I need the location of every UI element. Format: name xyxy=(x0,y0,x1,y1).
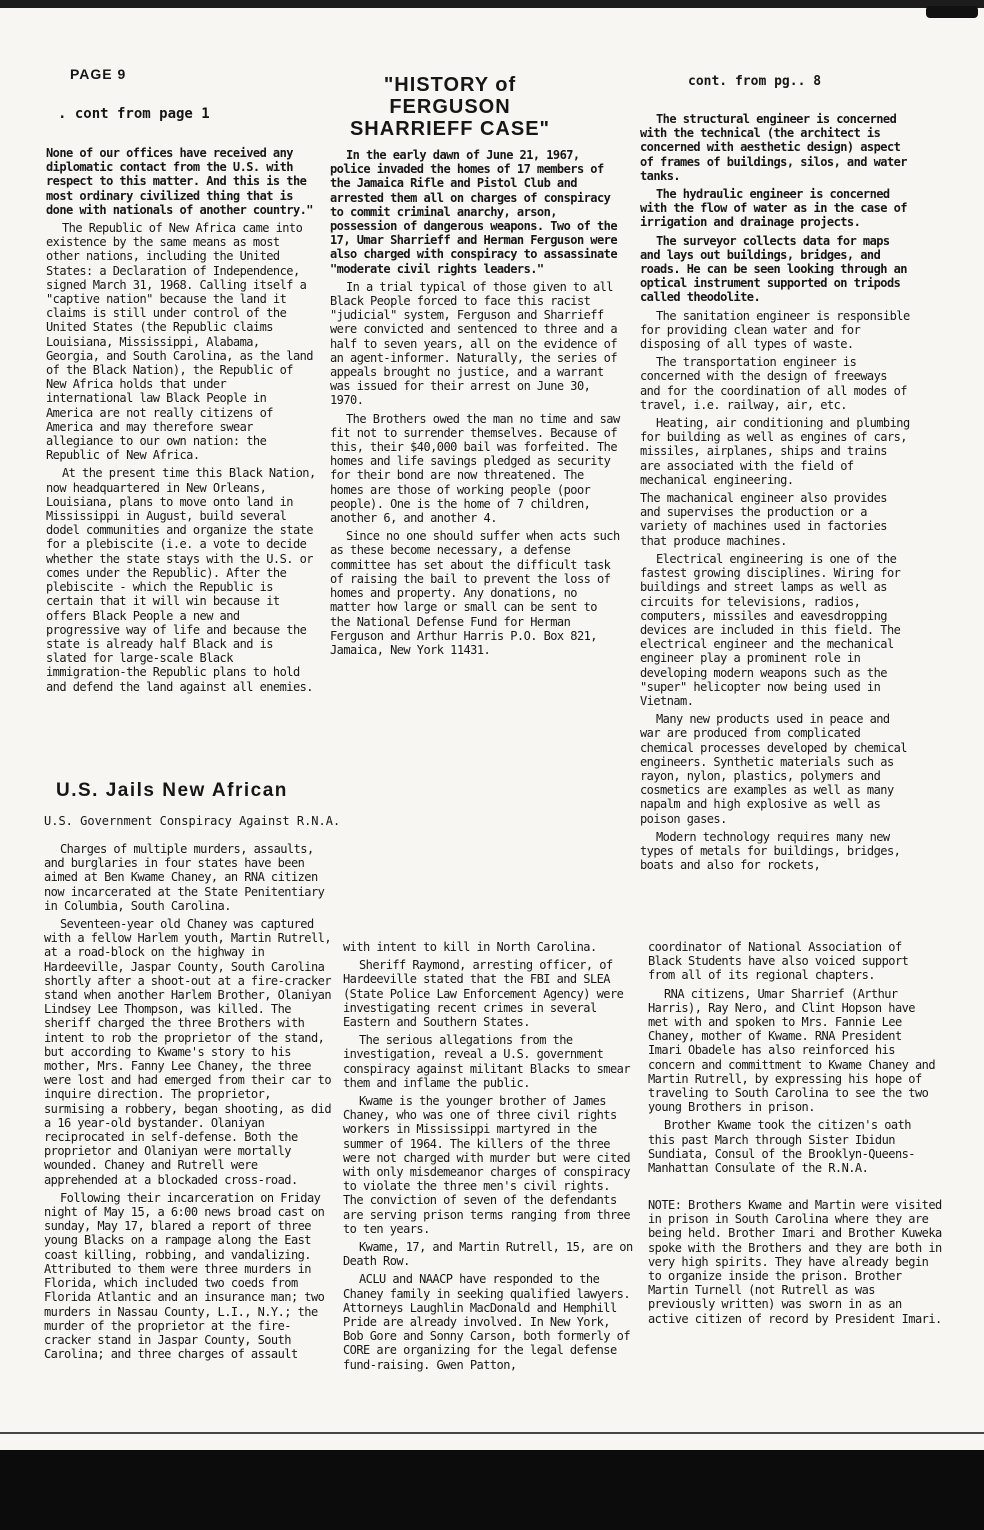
page-number: PAGE 9 xyxy=(70,66,127,82)
paragraph: The structural engineer is concerned with the technical (the architect is concerned with aesthetic design) aspect of frames of buildings, silos, and water tanks. xyxy=(640,112,907,183)
paragraph: ACLU and NAACP have responded to the Chaney family in seeking qualified lawyers. Attorneys Laughlin MacDonald and Hemphill Pride are already involved. In New York, Bob Gore and Sonny Carson, both formerly of CORE are organizing for the legal defense fund-raising. Gwen Patton, xyxy=(343,1272,631,1372)
column-3 xyxy=(640,112,910,876)
paragraph: In the early dawn of June 21, 1967, police invaded the homes of 17 members of the Jamaica Rifle and Pistol Club and arrested them all on charges of conspiracy to commit criminal anarchy, arson, possession of dangerous weapons. Two of the 17, Umar Sharrieff and Herman Ferguson were also charged with conspiracy to assassinate "moderate civil rights leaders." xyxy=(330,148,618,276)
scan-bottom-edge xyxy=(0,1450,984,1530)
paragraph: Many new products used in peace and war are produced from complicated chemical processes developed by chemical engineers. Synthetic materials such as rayon, nylon, plastics, polymers and cosmetics are examples as well as many napalm and high explosive as well as poison gases. xyxy=(640,712,907,826)
bottom-rule xyxy=(0,1432,984,1434)
paragraph: Since no one should suffer when acts such as these become necessary, a defense committee has set about the difficult task of raising the bail to prevent the loss of homes and property. Any donations, no matter how large or small can be sent to the National Defense Fund for Herman Ferguson and Arthur Harris P.O. Box 821, Jamaica, New York 11431. xyxy=(330,529,620,657)
paragraph: with intent to kill in North Carolina. xyxy=(343,940,597,954)
paragraph: Kwame, 17, and Martin Rutrell, 15, are on Death Row. xyxy=(343,1240,633,1269)
continued-from-page-label: . cont from page 1 xyxy=(58,106,210,122)
article-column-1 xyxy=(44,842,336,1365)
paragraph: Following their incarceration on Friday night of May 15, a 6:00 news broad cast on sunday, May 17, blared a report of three young Blacks on a rampage along the East coast killing, robbing, and vandalizing. Attributed to them were three murders in Florida, which included two coeds from Florida Atlantic and an insurance man; two murders in Nassau County, L.I., N.Y.; the murder of the proprietor at the fire-cracker stand in Jaspar County, South Carolina; and three charges of assault xyxy=(44,1190,325,1362)
article-column-2 xyxy=(343,940,635,1376)
paragraph: Sheriff Raymond, arresting officer, of Hardeeville stated that the FBI and SLEA (State Police Law Enforcement Agency) were investigating recent crimes in several Eastern and Southern States. xyxy=(343,958,624,1030)
paragraph: At the present time this Black Nation, now headquartered in New Orleans, Louisiana, plans to move onto land in Mississippi in August, build several dodel communities and organize the state for a plebiscite (i.e. a vote to decide whether the state stays with the U.S. or comes under the Republic). After the plebiscite - which the Republic is certain that it will win because it offers Black People a new and progressive way of life and because the state is already half Black and is slated for large-scale Black immigration-the Republic plans to hold and defend the land against all enemies. xyxy=(46,466,316,694)
paragraph: The hydraulic engineer is concerned with the flow of water as in the case of irrigation and drainage projects. xyxy=(640,187,907,230)
note-text: NOTE: Brothers Kwame and Martin were visited in prison in South Carolina where they are being held. Brother Imari and Brother Kuweka spoke with the Brothers and they are both in very high spirits. They have already begin to organize inside the prison. Brother Martin Turnell (not Rutrell as was previously written) was sworn in as an active citizen of record by President Imari. xyxy=(648,1198,942,1326)
paragraph: Electrical engineering is one of the fastest growing disciplines. Wiring for buildings and street lamps as well as circuits for televisions, radios, computers, missiles and eavesdropping devices are included in this field. The electrical engineer and the mechanical engineer play a prominent role in developing modern weapons such as the "super" helicopter now being used in Vietnam. xyxy=(640,551,901,708)
article-column-3 xyxy=(648,940,938,1179)
paragraph: In a trial typical of those given to all Black People forced to face this racist "judicial" system, Ferguson and Sharrieff were convicted and sentenced to three and a half to seven years, all on the evidence of an agent-informer. Naturally, the series of appeals brought no justice, and a warrant was issued for their arrest on June 30, 1970. xyxy=(330,279,618,408)
masthead-title: "HISTORY of FERGUSON SHARRIEFF CASE" xyxy=(349,74,551,140)
editor-note xyxy=(648,1198,948,1330)
paragraph: The sanitation engineer is responsible for providing clean water and for disposing of all types of waste. xyxy=(640,308,910,352)
paragraph: Charges of multiple murders, assaults, and burglaries in four states have been aimed at Ben Kwame Chaney, an RNA citizen now incarcerated at the State Penitentiary in Columbia, South Carolina. xyxy=(44,842,325,913)
paragraph: None of our offices have received any diplomatic contact from the U.S. with respect to this matter. And this is the most ordinary civilized thing that is done with nationals of another country." xyxy=(46,146,313,217)
paragraph: The serious allegations from the investigation, reveal a U.S. government conspiracy against militant Blacks to smear them and inflame the public. xyxy=(343,1033,631,1090)
paragraph: The surveyor collects data for maps and lays out buildings, bridges, and roads. He can be seen looking through an optical instrument supported on tripods called theodolite. xyxy=(640,233,907,305)
article-headline: U.S. Jails New African xyxy=(56,780,288,801)
paragraph: The machanical engineer also provides and supervises the production or a variety of machines used in factories that produce machines. xyxy=(640,491,887,548)
scan-corner-mark xyxy=(926,6,978,18)
paragraph: Heating, air conditioning and plumbing for building as well as engines of cars, missiles, airplanes, ships and trains are associated with the field of mechanical engineering. xyxy=(640,416,910,487)
paragraph: RNA citizens, Umar Sharrief (Arthur Harris), Ray Nero, and Clint Hopson have met with and spoken to Mrs. Fannie Lee Chaney, mother of Kwame. RNA President Imari Obadele has also reinforced his concern and committment to Kwame Chaney and Martin Rutrell, by expressing his hope of traveling to South Carolina to see the two young Brothers in prison. xyxy=(648,986,936,1115)
paragraph: The transportation engineer is concerned with the design of freeways and for the coordination of all modes of travel, i.e. railway, air, etc. xyxy=(640,355,907,412)
paragraph: The Brothers owed the man no time and saw fit not to surrender themselves. Because of this, their $40,000 bail was forfeited. The homes and life savings pledged as security for their bond are now threatened. The homes are those of working people (poor people). One is the home of 7 children, another 6, and another 4. xyxy=(330,411,620,526)
paragraph: Seventeen-year old Chaney was captured with a fellow Harlem youth, Martin Rutrell, at a road-block on the highway in Hardeeville, Jaspar County, South Carolina shortly after a shoot-out at a fire-cracker stand when another Harlem Brother, Olaniyan Lindsey Lee Thompson, was killed. The sheriff charged the three Brothers with intent to rob the proprietor of the stand, but according to Kwame's story to his mother, Mrs. Fanny Lee Chaney, the three were lost and had emerged from their car to inquire direction. The proprietor, surmising a robbery, began shooting, as did a 16 year-old bystander. Olaniyan reciprocated in self-defense. Both the proprietor and Olaniyan were mortally wounded. Chaney and Rutrell were apprehended at a blockaded cross-road. xyxy=(44,917,332,1187)
paragraph: Brother Kwame took the citizen's oath this past March through Sister Ibidun Sundiata, Consul of the Brooklyn-Queens-Manhattan Consulate of the R.N.A. xyxy=(648,1118,915,1176)
paragraph: Kwame is the younger brother of James Chaney, who was one of three civil rights workers in Mississippi martyred in the summer of 1964. The killers of the three were not charged with murder but were cited with only misdemeanor charges of conspiracy to violate the three men's civil rights. The conviction of seven of the defendants are serving prison terms ranging from three to ten years. xyxy=(343,1094,631,1236)
article-subhead: U.S. Government Conspiracy Against R.N.A. xyxy=(44,814,341,828)
paragraph: coordinator of National Association of Black Students have also voiced support from all of its regional chapters. xyxy=(648,940,909,983)
continued-from-label: cont. from pg.. 8 xyxy=(688,74,822,89)
column-1 xyxy=(46,146,316,698)
column-2 xyxy=(330,148,620,661)
paragraph: Modern technology requires many new types of metals for buildings, bridges, boats and also for rockets, xyxy=(640,829,901,873)
scan-top-edge xyxy=(0,0,984,8)
paragraph: The Republic of New Africa came into existence by the same means as most other nations, including the United States: a Declaration of Independence, signed March 31, 1968. Calling itself a "captive nation" because the land it claims is still under control of the United States (the Republic claims Louisiana, Mississippi, Alabama, Georgia, and South Carolina, as the land of the Black Nation), the Republic of New Africa holds that under international law Black People in America are not really citizens of America and may therefore swear allegiance to our own nation: the Republic of New Africa. xyxy=(46,221,313,463)
